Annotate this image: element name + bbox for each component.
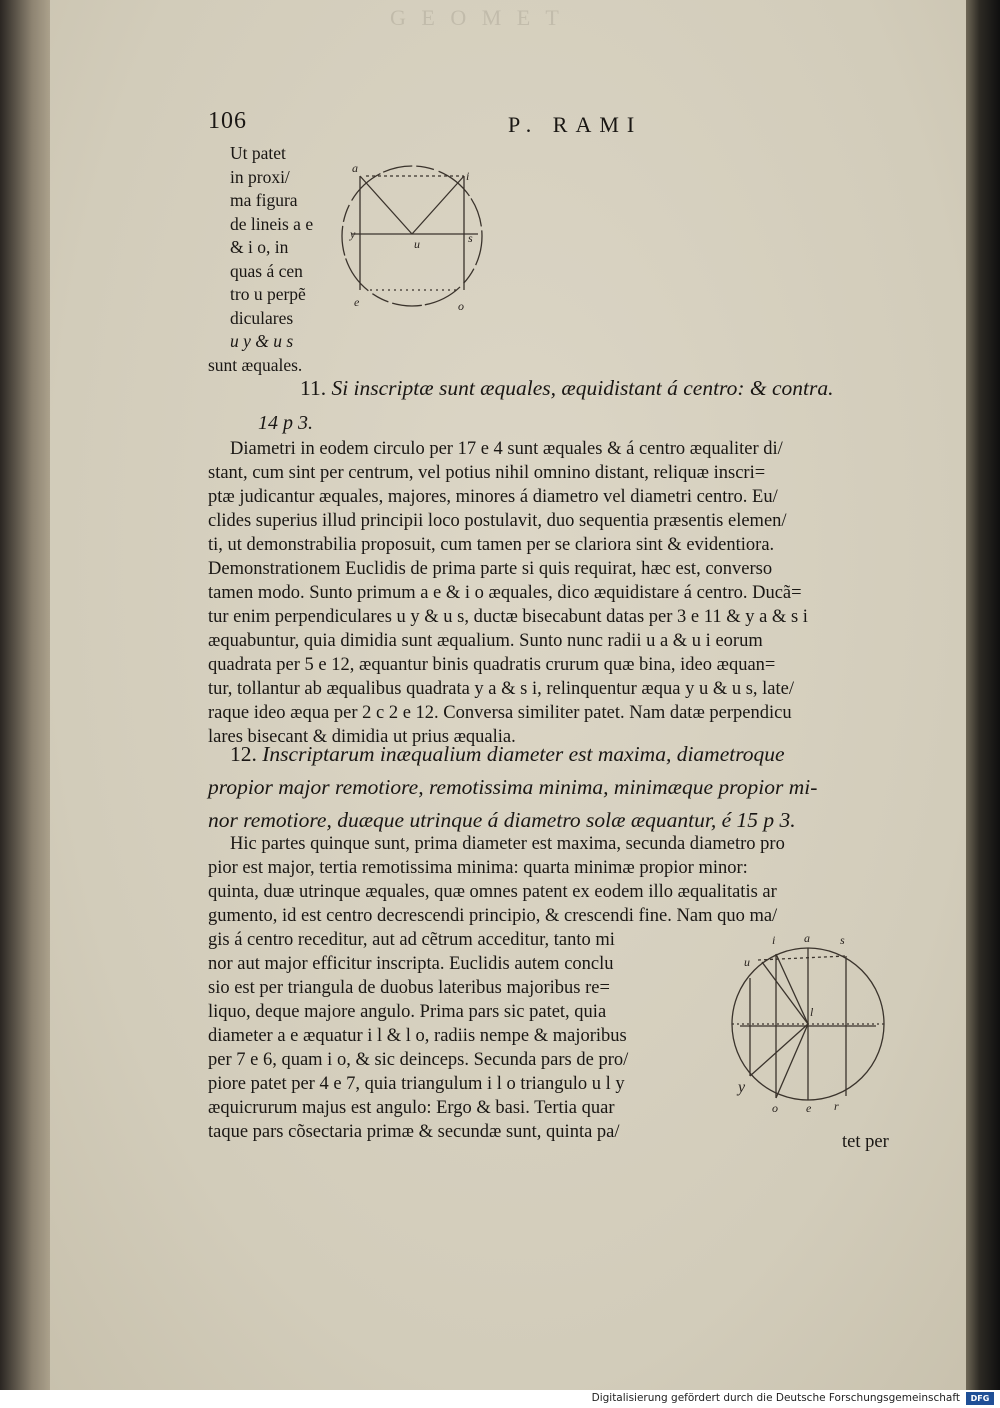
margin-note-line: de lineis a e [230,213,314,234]
text-line: Demonstrationem Euclidis de prima parte si quis requirat, hæc est, converso [208,559,773,579]
paragraph-12-wrapped [208,928,628,1144]
figure-label: r [834,1099,839,1113]
running-head: P. RAMI [508,112,643,137]
digitization-footer [0,1390,1000,1408]
margin-note-line: diculares [230,307,294,328]
text-line: tamen modo. Sunto primum a e & i o æquales, dico æquidistare á centro. Ducã= [208,583,802,603]
proposition-line [208,738,817,771]
text-line: gumento, id est centro decrescendi principio, & crescendi fine. Nam quo ma/ [208,906,778,926]
margin-note [206,142,313,377]
page-number: 106 [208,108,247,134]
text-line: quadrata per 5 e 12, æquantur binis quadratis crurum quæ bina, ideo æquan= [208,655,776,675]
figure-label: o [772,1101,778,1115]
text-line: sio est per triangula de duobus lateribus majoribus re= [208,978,610,998]
margin-note-line: & i o, in [230,237,289,257]
text-line: per 7 e 6, quam i o, & sic deinceps. Secunda pars de pro/ [208,1050,629,1070]
text-line: Hic partes quinque sunt, prima diameter est maxima, secunda diametro pro [230,834,785,854]
margin-note-line: ma figura [230,190,298,210]
footer-credit: Digitalisierung gefördert durch die Deutsche Forschungsgemeinschaft [591,1392,960,1404]
proposition-reference: 14 p 3. [258,412,313,434]
figure-circle-equal-chords [330,150,500,320]
text-line: clides superius illud principii loco postulavit, duo sequentia præsentis elemen/ [208,511,787,531]
proposition-line: propior major remotiore, remotissima minima, minimæque propior mi- [208,775,818,799]
text-line: tur enim perpendiculares u y & u s, ductæ bisecabunt datas per 3 e 11 & y a & s i [208,607,808,627]
proposition-number: 11. [300,376,327,400]
margin-note-line: in proxi/ [230,166,290,187]
figure-label: s [468,231,473,245]
proposition-12 [208,738,817,837]
text-line: æquabuntur, quia dimidia sunt æqualium. Sunto nunc radii u a & u i eorum [208,631,763,651]
figure-label: a [804,931,810,945]
text-line: nor aut major efficitur inscripta. Euclidis autem conclu [208,954,614,974]
book-edge [966,0,1000,1390]
text-line: æquicrurum majus est angulo: Ergo & basi. Tertia quar [208,1098,615,1118]
figure-label: y [738,1079,746,1096]
text-line: taque pars cõsectaria primæ & secundæ sunt, quinta pa/ [208,1122,620,1142]
paragraph-12 [208,832,785,928]
proposition-text: Si inscriptæ sunt æquales, æquidistant á centro: & contra. [331,376,834,400]
figure-label: e [806,1101,812,1115]
text-line: raque ideo æqua per 2 c 2 e 12. Conversa similiter patet. Nam datæ perpendicu [208,703,792,723]
text-line: Diametri in eodem circulo per 17 e 4 sunt æquales & á centro æqualiter di/ [230,439,783,459]
text-line: gis á centro receditur, aut ad cẽtrum acceditur, tanto mi [208,930,615,950]
figure-circle-unequal-chords [716,930,906,1115]
figure-label: i [772,933,776,947]
proposition-11 [300,376,834,401]
margin-note-line: tro u perpẽ [230,284,306,304]
text-line: lares bisecant & dimidia ut prius æqualia. [208,727,516,747]
proposition-text: Inscriptarum inæqualium diameter est maxima, diametroque [262,742,785,766]
margin-note-line: Ut patet [230,143,286,163]
figure-label: s [840,933,845,947]
text-line: tur, tollantur ab æqualibus quadrata y a & s i, relinquentur æqua y u & u s, late/ [208,679,795,699]
figure-label: o [458,299,464,313]
figure-label: u [414,237,420,251]
text-line: ti, ut demonstrabilia proposuit, cum tamen per se clariora sint & evidentiora. [208,535,775,555]
figure-label: a [352,161,358,175]
margin-note-line: quas á cen [230,260,303,281]
paragraph-11 [208,437,808,749]
text-line: ptæ judicantur æquales, majores, minores á diametro vel diametri centro. Eu/ [208,487,778,507]
show-through-text: G E O M E T [390,5,564,30]
margin-note-line: sunt æquales. [208,354,303,375]
figure-label: i [466,169,470,183]
figure-label: l [810,1005,814,1019]
text-line: liquo, deque majore angulo. Prima pars sic patet, quia [208,1002,607,1022]
margin-note-line: u y & u s [230,331,294,351]
proposition-line: nor remotiore, duæque utrinque á diametro solæ æquantur, é 15 p 3. [208,808,796,832]
text-line: stant, cum sint per centrum, vel potius nihil omnino distant, reliquæ inscri= [208,463,766,483]
figure-label: u [744,955,750,969]
catchword: tet per [842,1132,889,1152]
proposition-number: 12. [230,742,257,766]
text-line: quinta, duæ utrinque æquales, quæ omnes patent ex eodem illo æqualitatis ar [208,882,777,902]
dfg-logo: DFG [966,1392,994,1405]
text-line: piore patet per 4 e 7, quia triangulum i l o triangulo u l y [208,1074,625,1094]
figure-label: e [354,295,360,309]
figure-label: y [350,227,356,241]
text-line: diameter a e æquatur i l & l o, radiis nempe & majoribus [208,1026,627,1046]
text-line: pior est major, tertia remotissima minima: quarta minimæ propior minor: [208,858,748,878]
